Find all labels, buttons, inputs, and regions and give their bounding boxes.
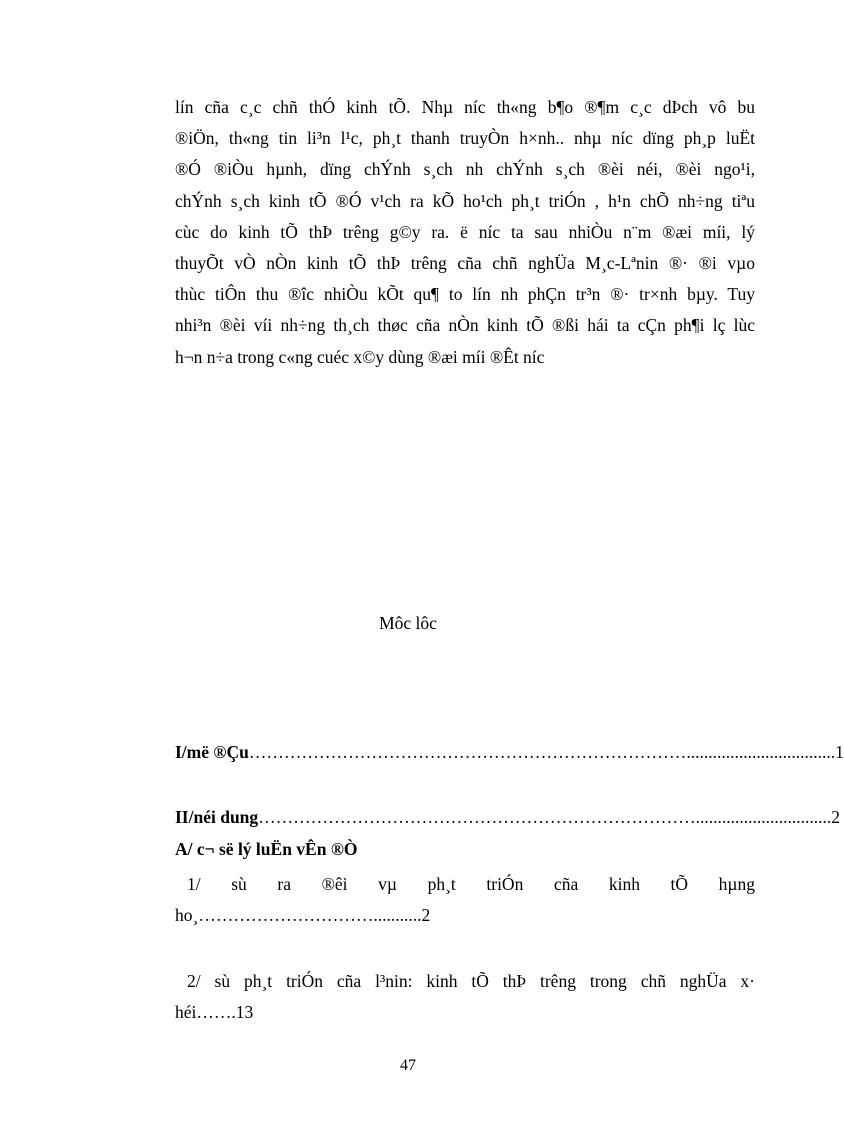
toc-item-introduction[interactable] <box>175 742 844 763</box>
toc-page-number: 2 <box>831 807 841 827</box>
body-paragraph <box>175 92 755 373</box>
toc-item-commodity-economy[interactable] <box>175 869 755 931</box>
toc-item-line: 2/ sù ph¸t triÓn cña l³nin: kinh tÕ thÞ trêng trong chñ nghÜa x· <box>187 971 755 991</box>
paragraph-line: lín cña c¸c chñ thÓ kinh tÕ. Nhµ níc th«ng b¶o ®¶m c¸c dÞch vô bu <box>175 97 755 117</box>
toc-item-label: II/néi dung <box>175 807 259 827</box>
toc-item-line: héi…….13 <box>175 1002 254 1022</box>
paragraph-line: ®iÖn, th«ng tin li³n l¹c, ph¸t thanh truyÒn h×nh.. nhµ níc dïng ph¸p luËt <box>175 128 755 149</box>
paragraph-line: thuyÕt vÒ nÒn kinh tÕ thÞ trêng cña chñ nghÜa M¸c-Lªnin ®· ®i vµo <box>175 253 755 274</box>
paragraph-line: nhi³n ®èi víi nh÷ng th¸ch thøc cña nÒn kinh tÕ ®ßi hái ta cÇn ph¶i lç lùc <box>175 315 755 336</box>
toc-item-line: 1/ sù ra ®êi vµ ph¸t triÓn cña kinh tÕ hµng <box>187 874 755 894</box>
toc-leader: ………………………………………………………………….................................. <box>248 742 836 762</box>
paragraph-line: thùc tiÔn thu ®îc nhiÒu kÕt qu¶ to lín nh phÇn tr³n ®· tr×nh bµy. Tuy <box>175 284 755 305</box>
toc-item-lenin-market-economy[interactable] <box>175 966 755 1028</box>
toc-page-number: 1 <box>835 742 844 762</box>
toc-item-label: A/ c¬ së lý luËn vÊn ®Ò <box>175 839 358 859</box>
paragraph-line: ®Ó ®iÒu hµnh, dïng chÝnh s¸ch nh chÝnh s¸ch ®èi néi, ®èi ngo¹i, <box>175 159 755 180</box>
paragraph-line: h¬n n÷a trong c«ng cuéc x©y dùng ®æi míi ®Êt níc <box>175 346 545 367</box>
toc-item-content[interactable] <box>175 807 841 828</box>
paragraph-line: cùc do kinh tÕ thÞ trêng g©y ra. ë níc ta sau nhiÒu n¨m ®æi míi, lý <box>175 221 755 242</box>
paragraph-line: chÝnh s¸ch kinh tÕ ®Ó v¹ch ra kÕ ho¹ch ph¸t triÓn , h¹n chÕ nh÷ng tiªu <box>175 190 755 211</box>
toc-leader: …………………………………………………………………............................... <box>258 807 832 827</box>
toc-item-line: ho¸…………………………...........2 <box>175 905 431 925</box>
toc-title: Môc lôc <box>379 613 437 633</box>
toc-item-label: I/më ®Çu <box>175 742 249 762</box>
page-number: 47 <box>400 1057 416 1074</box>
toc-item-theory[interactable] <box>175 839 755 860</box>
